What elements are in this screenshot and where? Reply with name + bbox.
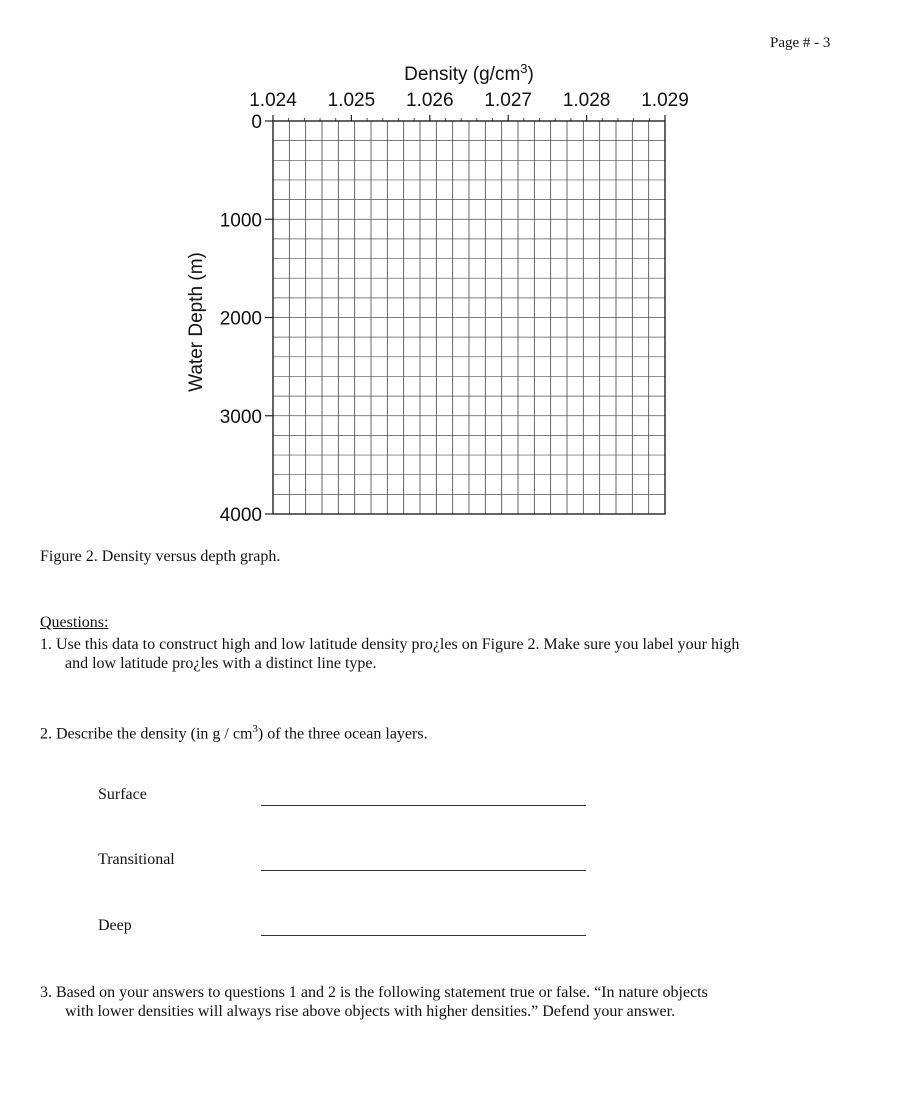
question-2-superscript: 3 xyxy=(252,723,258,735)
question-1-line-2: and low latitude pro¿les with a distinct line type. xyxy=(65,655,377,672)
page-number: Page # - 3 xyxy=(770,35,831,51)
surface-answer-line[interactable] xyxy=(261,805,586,806)
y-tick-label: 4000 xyxy=(219,505,262,526)
layer-label-transitional: Transitional xyxy=(98,851,175,868)
x-tick-label: 1.025 xyxy=(327,90,376,111)
question-3-line-1: 3. Based on your answers to questions 1 and 2 is the following statement true or false. “In nature objects xyxy=(40,984,708,1001)
figure-caption: Figure 2. Density versus depth graph. xyxy=(40,548,281,565)
x-tick-label: 1.029 xyxy=(641,90,689,111)
x-tick-label: 1.026 xyxy=(406,90,454,111)
question-2 xyxy=(40,720,860,743)
x-tick-label: 1.027 xyxy=(484,90,532,111)
y-tick-label: 3000 xyxy=(219,406,262,428)
question-3-line-2: with lower densities will always rise above objects with higher densities.” Defend your answer. xyxy=(65,1003,676,1020)
transitional-answer-line[interactable] xyxy=(261,870,586,871)
deep-answer-line[interactable] xyxy=(261,935,586,936)
x-tick-labels xyxy=(249,90,689,111)
question-1 xyxy=(40,635,860,673)
x-tick-label: 1.024 xyxy=(249,90,297,111)
layer-label-deep: Deep xyxy=(98,917,132,934)
y-tick-labels xyxy=(220,112,262,526)
x-tick-label: 1.028 xyxy=(562,90,611,111)
question-2-text-before: 2. Describe the density (in g / cm xyxy=(40,725,253,743)
question-2-text-after: ) of the three ocean layers. xyxy=(257,725,428,743)
question-1-line-1: 1. Use this data to construct high and low latitude density pro¿les on Figure 2. Make sure you label your high xyxy=(40,636,740,653)
y-tick-label: 1000 xyxy=(219,210,262,232)
x-axis-ticks xyxy=(273,115,665,121)
x-axis-title: Density $(g/cm^3)$ xyxy=(404,61,534,85)
y-axis-ticks xyxy=(265,121,273,514)
layer-label-surface: Surface xyxy=(98,786,147,803)
questions-heading: Questions: xyxy=(40,614,109,631)
chart-grid xyxy=(273,121,665,514)
y-axis-title: Water Depth (m) xyxy=(186,252,207,392)
density-depth-chart xyxy=(0,0,897,540)
question-3 xyxy=(40,983,860,1021)
y-tick-label: 0 xyxy=(251,112,262,133)
y-tick-label: 2000 xyxy=(219,308,262,330)
